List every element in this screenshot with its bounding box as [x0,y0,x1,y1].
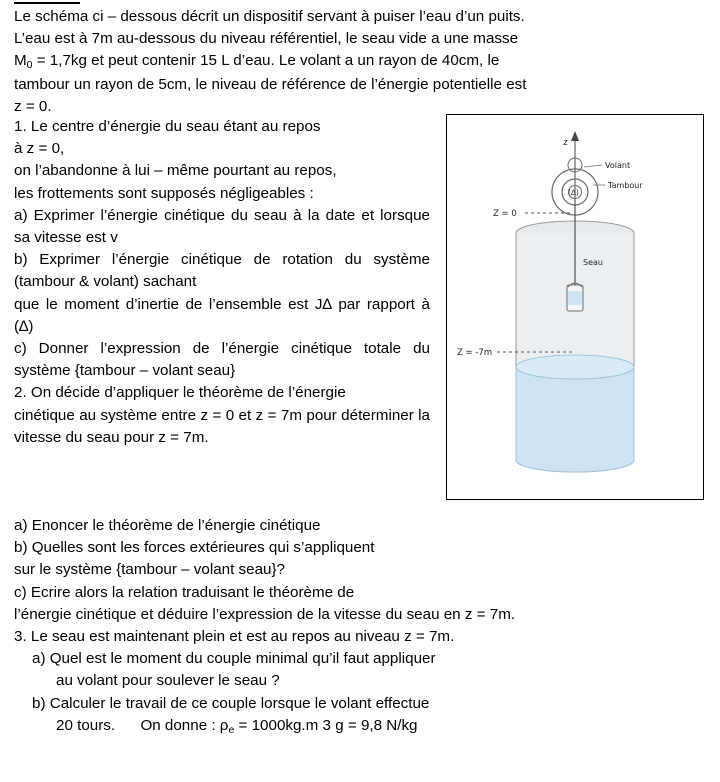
mass-rest: = 1,7kg et peut contenir 15 L d’eau. Le volant a un rayon de 40cm, le [32,52,500,70]
intro-paragraph [14,6,706,118]
axis-label: z [563,138,568,148]
figure-panel [446,114,704,500]
intro-line-1: Le schéma ci – dessous décrit un dispositif servant à puiser l’eau d’un puits. [14,8,525,25]
well-diagram [447,115,703,499]
z0-label: Z = 0 [493,209,517,219]
q2a: a) Enoncer le théorème de l’énergie cinétique [14,517,321,534]
q2b-cont: sur le système {tambour – volant seau}? [14,561,285,579]
volant-leader [584,165,602,167]
top-rule [14,2,80,4]
tail-column [14,515,706,738]
q1b: b) Exprimer l’énergie cinétique de rotation du système (tambour & volant) sachant [14,251,430,291]
question-column [14,116,430,449]
q1c: c) Donner l’expression de l’énergie cinétique totale du système {tambour – volant seau} [14,340,430,380]
axis-arrow-icon [571,131,579,141]
z7-label: Z = -7m [457,348,493,358]
q3a: a) Quel est le moment du couple minimal qu’il faut appliquer [32,650,436,668]
mass-symbol: M [14,52,27,70]
q2-cont: cinétique au système entre z = 0 et z = 7m pour déterminer la vitesse du seau pour z = 7m. [14,406,430,446]
tours-text: 20 tours. [56,716,116,734]
q2c: c) Ecrire alors la relation traduisant le théorème de [14,583,355,601]
q2b: b) Quelles sont les forces extérieures qui s’appliquent [14,539,375,557]
donne-rest: = 1000kg.m 3 g = 9,8 N/kg [234,716,418,734]
q1-z0: à z = 0, [14,140,65,158]
seau-label: Seau [583,258,603,267]
rho-subscript: e [228,723,235,736]
q1-line: 1. Le centre d’énergie du seau étant au repos [14,118,321,135]
tambour-label: Tambour [608,181,643,190]
q3a-cont: au volant pour soulever le seau ? [56,672,280,690]
q1b-cont: que le moment d’inertie de l’ensemble est J∆ par rapport à (∆) [14,295,430,335]
q3b: b) Calculer le travail de ce couple lorsque le volant effectue [32,694,430,712]
water-surface-ellipse [516,355,634,379]
volant-label: Volant [605,161,631,170]
q2: 2. On décide d’appliquer le théorème de l’énergie [14,384,346,402]
final-line [14,715,706,738]
bucket-fill [568,291,582,305]
mass-subscript: 0 [26,59,33,72]
intro-line-3 [14,50,706,73]
q1a: a) Exprimer l’énergie cinétique du seau à la date et lorsque sa vitesse est v [14,206,430,247]
intro-line-5: z = 0. [14,97,52,115]
q2c-cont: l’énergie cinétique et déduire l’expression de la vitesse du seau en z = 7m. [14,605,516,623]
q3: 3. Le seau est maintenant plein et est au repos au niveau z = 7m. [14,628,455,646]
spacer [115,717,140,734]
donne-prefix: On donne : ρ [140,716,229,734]
wheel-center-label: (∆) [568,188,579,197]
q1-frottements: les frottements sont supposés négligeables : [14,184,314,202]
q1-abandon: on l’abandonne à lui – même pourtant au repos, [14,162,337,180]
water-volume [516,367,634,472]
intro-line-4: tambour un rayon de 5cm, le niveau de référence de l’énergie potentielle est [14,75,527,93]
intro-line-2: L’eau est à 7m au-dessous du niveau référentiel, le seau vide a une masse [14,30,519,48]
